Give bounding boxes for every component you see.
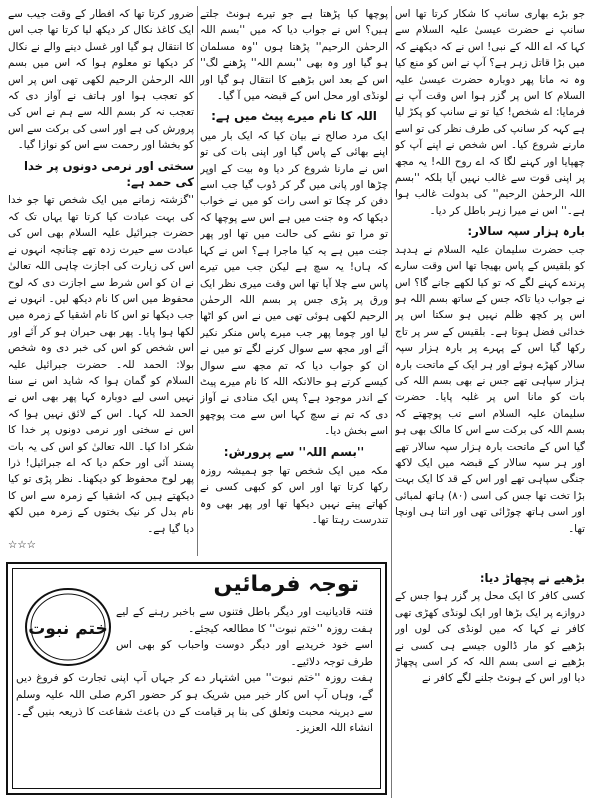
article-paragraph: مکہ میں ایک شخص تھا جو ہمیشہ روزہ رکھا کرتا تھا اور اس کو کبھی کسی نے کھاتے پیتے نہیں دیکھا تھا اور پھر بھی وہ تندرست رہتا تھا۔ [200,464,388,527]
article-paragraph: جب حضرت سلیمان علیہ السلام نے ہدہد کو بلقیس کے پاس بھیجا تھا اس وقت سارے پرندے کہنے لگے کہ تو کیا لکھے جانے گا؟ اس نے جواب دیا تاکہ جس کے ساتھ بسم اللہ ہو اس پر کچھ ظلم نہیں ہو سکتا اس پر خدائی فضل ہوتا ہے۔ بلقیس کے سر پر تاج رکھا گیا اس کے پہرے پر بارہ ہزار سپہ سالار کھڑے ہوئے اور ہر ایک کے ماتحت بارہ ہزار سپاہی تھے جس نے بھی بسم اللہ کی بات کو مانا اس پر غلبہ پایا۔ حضرت سلیمان علیہ السلام اسے تب پوچھتے کہ بسم اللہ کی برکت سے اس کا مالک بھی ہو گیا اس کے ماتحت بارہ ہزار سپہ سالار تھے اور ہر سپہ سالار کے قبضہ میں ایک لاکھ جنگی سپاہی تھے اور اس کے قد کا ایک بہت بڑا تخت تھا جس کی اسی (۸۰) ہاتھ لمبائی اور اسی ہاتھ چوڑائی تھی اور اتنا ہی اونچا تھا۔ [395,243,585,535]
end-ornament: ☆☆☆ [8,539,36,551]
article-paragraph: ایک مرد صالح نے بیان کیا کہ ایک بار میں اپنے بھائی کے پاس گیا اور اپنی بات کی تو اس نے مارنا شروع کر دیا وہ بیت کے اوپر چڑھا اور پانی میں گر کر ڈوب گیا جب اسے دفن کر چکا تو اسی رات کو میں نے خواب دیکھا کہ وہ جنت میں ہے اس سے پوچھا کہ تو مرا تو نشے کی حالت میں تھا اور پھر جنت میں ہے یہ کیا ماجرا ہے؟ اس نے کہا کہ ہاں! یہ سچ ہے لیکن جب میں تیرے پاس سے چلا آیا تھا اس وقت میری نظر ایک ورق پر پڑی جس پر بسم اللہ الرحمٰن الرحیم لکھی ہوئی تھی میں نے اس کو اٹھا لیا اور چوما پھر جب میرے پاس منکر نکیر آئے اور مجھ سے سوال کرنے لگے تو میں نے ان کو جواب دیا کہ تم مجھ سے سوال کیسے کرتے ہو حالانکہ اللہ کا نام میرے پیٹ کے اندر موجود ہے؟ پس ایک منادی نے آواز دی کہ تم نے سچ کہا اس سے مت پوچھو اسے بخش دیا۔ [200,129,388,438]
section-heading: بارہ ہزار سپہ سالار: [467,224,585,239]
section-heading: ''بسم اللہ'' سے پرورش: [223,444,365,459]
section-heading: بڑھیے نے پچھاڑ دیا: [479,571,585,585]
column-right-lower [395,566,585,798]
notice-body [16,604,373,787]
logo-text: ختم نبوت [28,619,108,639]
article-paragraph: کسی کافر کا ایک محل پر گزر ہوا جس کے دروازے پر ایک بڑھا اور ایک لونڈی کھڑی تھی کافر نے کہا کہ میں لونڈی کی لوں اور بڑھیے کو مار ڈالوں جیسے ہی کسی نے بڑھیے نے اسی بسم اللہ کہ کر اسی پچھاڑ دیا اور اس کے ہونٹ جلنے لگے کافر نے [395,590,585,685]
article-paragraph: ضرور کرتا تھا کہ افطار کے وقت جیب سے ایک کاغذ نکال کر دیکھ لیا کرتا تھا جب اس کا انتقال ہو گیا اور غسل دینے والے نے نکال کر دیکھا تو معلوم ہوا کہ اس میں بسم اللہ الرحمٰن الرحیم لکھی تھی اس پر اس کو تعجب ہوا اور ہاتف نے آواز دی کہ تعجب نہ کر بسم اللہ سے ہم نے اس کی پرورش کی ہے اور اسی کی برکت سے اس کو بخشا اور رحمت سے اس کو نوازا گیا۔ [8,8,194,152]
column-right [395,6,585,566]
notice-line: فتنہ قادیانیت اور دیگر باطل فتنوں سے باخبر رہنے کے لیے ہفت روزہ ''ختم نبوت'' کا مطالعہ کیجئے۔ [116,606,373,635]
column-left [8,6,194,554]
article-paragraph: پوچھا کیا پڑھتا ہے جو تیرے ہونٹ جلتے ہیں؟ اس نے جواب دیا کہ میں ''بسم اللہ الرحمٰن الرحیم'' پڑھتا ہوں ''وہ مسلمان ہو گیا اور وہ بھی ''بسم اللہ'' پڑھنے لگ'' اس کے بعد اس بڑھیے کا انتقال ہو گیا اور لونڈی اور محل اس کے قبضہ میں آ گیا۔ [200,8,388,103]
section-heading: اللہ کا نام میرے پیٹ میں ہے: [211,109,377,124]
column-divider [391,6,392,798]
notice-line: اسے خود خریدیے اور دیگر دوست واحباب کو بھی اس طرف توجہ دلائیے۔ [116,639,373,668]
column-divider [197,6,198,556]
article-paragraph: ''گزشتہ زمانے میں ایک شخص تھا جو خدا کی بہت عبادت کیا کرتا تھا یہاں تک کہ حضرت جبرائیل علیہ السلام بھی اس کی عبادت سے حیرت زدہ تھے چنانچہ انہوں نے اس کی زیارت کی اجازت چاہی اللہ تعالیٰ نے ان کو اس شرط سے اجازت دی کہ لوح محفوظ میں اس کا نام دیکھ لیں۔ انہوں نے جب دیکھا تو اس کا نام اشقیا کے زمرہ میں لکھا ہوا پایا۔ پھر بھی حیران ہو کر آئے اور اس شخص کو اس کی خبر دی وہ شخص بولا: الحمد للہ۔ حضرت جبرائیل علیہ السلام کو گمان ہوا کہ شاید اس نے سنا نہیں اسی لیے دوبارہ کہا پھر بھی اس نے الحمد للہ کہا۔ اس کے لائق نہیں ہوا کہ اس نے سختی اور نرمی دونوں پر خدا کا شکر ادا کیا۔ اللہ تعالیٰ کو اس کی یہ بات پسند آئی اور حکم دیا کہ اے جبرائیل! ذرا پھر لوح محفوظ کو دیکھنا۔ نظر پڑی تو کیا دیکھتے ہیں کہ اشقیا کے زمرہ سے اس کا نام بدل کر نیک بختوں کے زمرہ میں لکھ دیا گیا ہے۔ [8,194,194,535]
article-paragraph: جو بڑے بھاری سانپ کا شکار کرتا تھا اس سانپ نے حضرت عیسیٰ علیہ السلام سے کہا کہ اے اللہ کے نبی! اس نے کہ دیکھنے کہ میں بڑا قاتل زہر ہے؟ آپ نے اس کو منع کیا وہ نہ مانا پھر دوبارہ حضرت عیسیٰ علیہ السلام کا اس پر گزر ہوا اس وقت آپ نے فرمایا: اے شخص! کیا تو نے سانپ کو پکڑ لیا ہے کہہ کر سانپ کی طرف نظر کی تو اسے مارنے شروع کیا۔ اس شخص نے اپنے آپ کو چھپایا اور کہنے لگا کہ اے روح اللہ! یہ مجھ پر اپنی قوت سے غالب نہیں آیا بلکہ ''بسم اللہ الرحمٰن الرحیم'' کی بدولت غالب ہوا ہے۔'' اس نے میرا زہر باطل کر دیا۔ [395,8,585,217]
notice-title: توجہ فرمائیں [213,572,359,597]
notice-box [6,562,387,795]
notice-line: ہفت روزہ ''ختم نبوت'' میں اشتہار دے کر جہاں آپ اپنی تجارت کو فروغ دیں گے، وہاں آپ اس کار خیر میں شریک ہو کر حضور اکرم صلی اللہ علیہ وسلم سے دیرینہ محبت وتعلق کی بنا پر قیامت کے دن باعث شفاعت کا ذریعہ بنیں گے۔ انشاء اللہ العزیز۔ [16,672,373,735]
section-heading: سختی اور نرمی دونوں پر خدا کی حمد ہے: [24,158,194,190]
column-middle [200,6,388,554]
